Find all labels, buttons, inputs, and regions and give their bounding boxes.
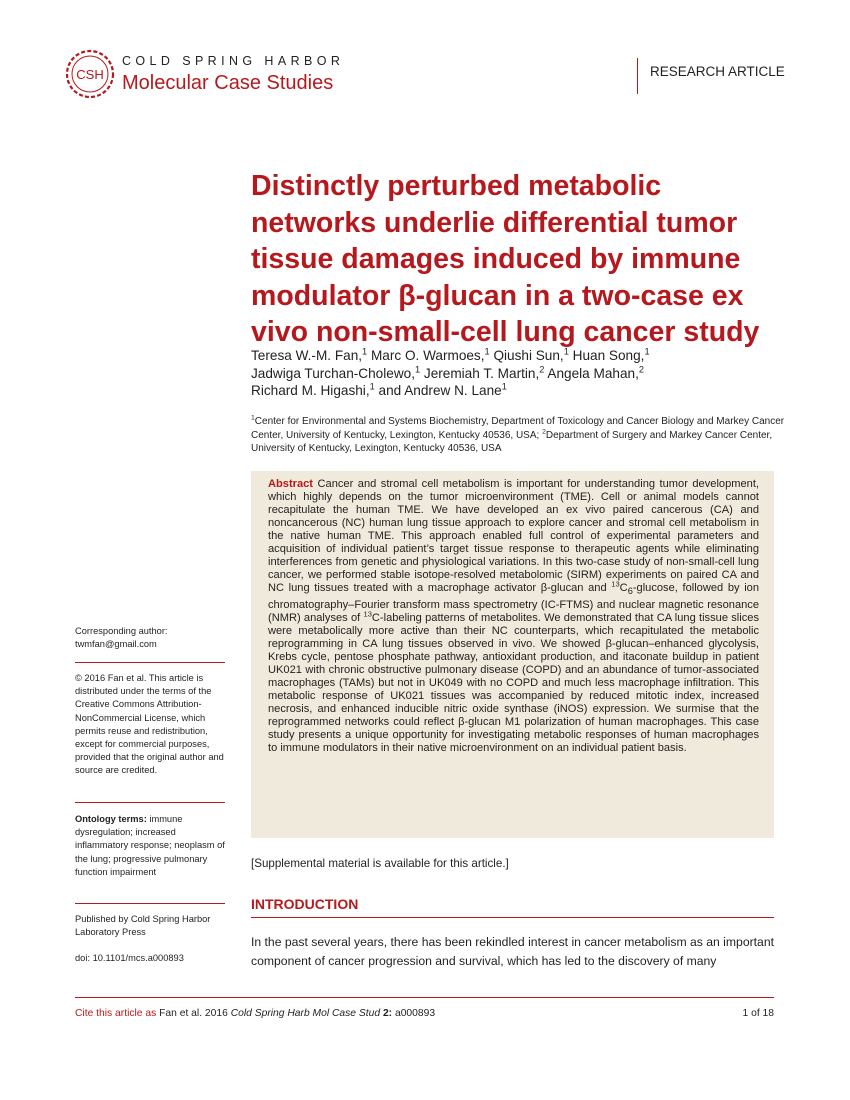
- journal-logo: [64, 48, 364, 108]
- affiliation-marker: 1: [251, 414, 255, 422]
- abstract-text-part: C: [619, 582, 628, 595]
- cite-authors: Fan et al. 2016: [156, 1008, 231, 1019]
- author-name: Richard M. Higashi,: [251, 383, 370, 399]
- author: [547, 366, 644, 381]
- journal-publisher-name: COLD SPRING HARBOR: [122, 54, 345, 68]
- supplemental-note: [Supplemental material is available for this article.]: [251, 857, 509, 870]
- publisher-note: Published by Cold Spring Harbor Laboratory Press: [75, 914, 211, 938]
- header-divider: [637, 58, 638, 94]
- affiliation-marker: 2: [638, 364, 644, 375]
- section-heading-introduction: INTRODUCTION: [251, 896, 359, 912]
- author-name: Huan Song,: [572, 348, 645, 363]
- csh-helix-badge-icon: [64, 48, 116, 100]
- author-name: and Andrew N. Lane: [378, 383, 502, 399]
- citation-line: [75, 1008, 435, 1019]
- sidebar-divider: [75, 662, 225, 663]
- introduction-text: In the past several years, there has been rekindled interest in cancer metabolism as an important component of cancer progression and survival, which has led to the discovery of many: [251, 935, 774, 968]
- author: [573, 348, 650, 363]
- article-type-label: RESEARCH ARTICLE: [650, 64, 785, 79]
- affiliation-marker: 1: [484, 346, 490, 357]
- copyright-notice: © 2016 Fan et al. This article is distributed under the terms of the Creative Commons Attribution-NonCommercial License, which permits reuse and redistribution, except for commercial purposes, provided that the original author and source are credited.: [75, 673, 224, 776]
- affiliation-marker: 1: [501, 381, 507, 392]
- author-list: [251, 347, 791, 400]
- affiliation-1: Center for Environmental and Systems Biochemistry, Department of Toxicology and Cancer Biology and Markey Cancer Center, University of Kentucky, Lexington, Kentucky 40536, USA;: [251, 416, 785, 441]
- ontology-label: Ontology terms:: [75, 814, 147, 824]
- cite-id: a000893: [392, 1008, 436, 1019]
- abstract-text-part: -glucose, followed by ion chromatography–Fourier transform mass spectrometry (IC-FTMS) and nuclear magnetic resonance (NMR) analyses of: [268, 582, 760, 624]
- journal-name: Molecular Case Studies: [122, 72, 334, 94]
- cite-label: Cite this article as: [75, 1008, 157, 1019]
- logo-text: CSH: [76, 67, 104, 82]
- cite-journal: Cold Spring Harb Mol Case Stud: [230, 1008, 381, 1019]
- author: [379, 383, 507, 398]
- author-name: Teresa W.-M. Fan,: [251, 348, 363, 363]
- abstract-text-part: C-labeling patterns of metabolites. We demonstrated that CA lung tissue slices were metabolically more active than their NC counterparts, which recapitulated the metabolic reprogramming in CA lung tissues observed in vivo. We showed β-glucan–enhanced glycolysis, Krebs cycle, pentose phosphate pathway, antioxidant production, and itaconate buildup in patient UK021 with chronic obstructive pulmonary disease (COPD) and an abundance of tumor-associated macrophages (TAMs) but not in UK049 with no COPD and much less macrophage infiltration. This metabolic response of UK021 tissues was accompanied by reduced mitotic index, increased necrosis, and enhanced inducible nitric oxide synthase (iNOS) expression. We surmise that the reprogrammed networks could reflect β-glucan M1 polarization of human macrophages. This case study presents a unique opportunity for investigating metabolic responses of human macrophages to immune modulators in their native microenvironment on an individual patient basis.: [268, 611, 759, 755]
- author-name: Angela Mahan,: [547, 365, 639, 381]
- sidebar-divider: [75, 903, 225, 904]
- author-name: Jadwiga Turchan-Cholewo,: [251, 365, 415, 381]
- affiliation-marker: 1: [414, 364, 421, 375]
- author: [493, 348, 568, 363]
- corresponding-author: Corresponding author: twmfan@gmail.com: [75, 626, 168, 650]
- ontology-list: immune dysregulation; increased inflammatory response; neoplasm of the lung; progressive pulmonary function impairment: [75, 814, 225, 877]
- abstract: [268, 478, 759, 755]
- isotope-superscript: 13: [611, 579, 620, 589]
- author: [251, 383, 375, 398]
- author-name: Jeremiah T. Martin,: [423, 365, 540, 381]
- subscript: 6: [627, 586, 633, 597]
- sidebar-divider: [75, 802, 225, 803]
- ontology-terms: [75, 813, 225, 879]
- affiliation-marker: 2: [542, 428, 546, 436]
- abstract-heading: Abstract: [268, 478, 314, 490]
- author: [371, 348, 490, 363]
- affiliation-marker: 1: [362, 346, 368, 357]
- author-name: Qiushi Sun,: [493, 348, 564, 363]
- affiliation-marker: 1: [369, 381, 375, 392]
- cite-volume: 2:: [380, 1008, 393, 1019]
- page-number: 1 of 18: [742, 1008, 774, 1019]
- footer-rule: [75, 997, 774, 998]
- abstract-text-part: Cancer and stromal cell metabolism is important for understanding tumor development, which highly depends on the tumor microenvironment (TME). Cell or animal models cannot recapitulate the human TME. We have developed an ex vivo paired cancerous (CA) and noncancerous (NC) human lung tissue approach to explore cancer and stromal cell metabolism in the native human TME. This approach enabled full control of experimental parameters and acquisition of individual patient’s target tissue response to therapeutic agents while eliminating interferences from genetic and physiological variations. In this two-case study of non-small-cell lung cancer, we performed stable isotope-resolved metabolomic (SIRM) experiments on paired CA and NC lung tissues treated with a macrophage activator β-glucan and: [268, 478, 759, 595]
- author: [251, 366, 420, 381]
- affiliation-marker: 2: [539, 364, 545, 375]
- author-name: Marc O. Warmoes,: [370, 348, 485, 363]
- article-title: Distinctly perturbed metabolic networks underlie differential tumor tissue damages induced by immune modulator β-glucan in a two-case ex vivo non-small-cell lung cancer study: [251, 170, 760, 348]
- affiliation-2: Department of Surgery and Markey Cancer Center, University of Kentucky, Lexington, Kentucky 40536, USA: [251, 429, 773, 455]
- section-rule: [251, 917, 774, 918]
- doi: doi: 10.1101/mcs.a000893: [75, 953, 184, 963]
- affiliations: [251, 415, 791, 456]
- affiliation-marker: 1: [563, 346, 569, 357]
- author: [251, 348, 367, 363]
- author: [424, 366, 544, 381]
- affiliation-marker: 1: [644, 346, 650, 357]
- isotope-superscript: 13: [363, 609, 372, 618]
